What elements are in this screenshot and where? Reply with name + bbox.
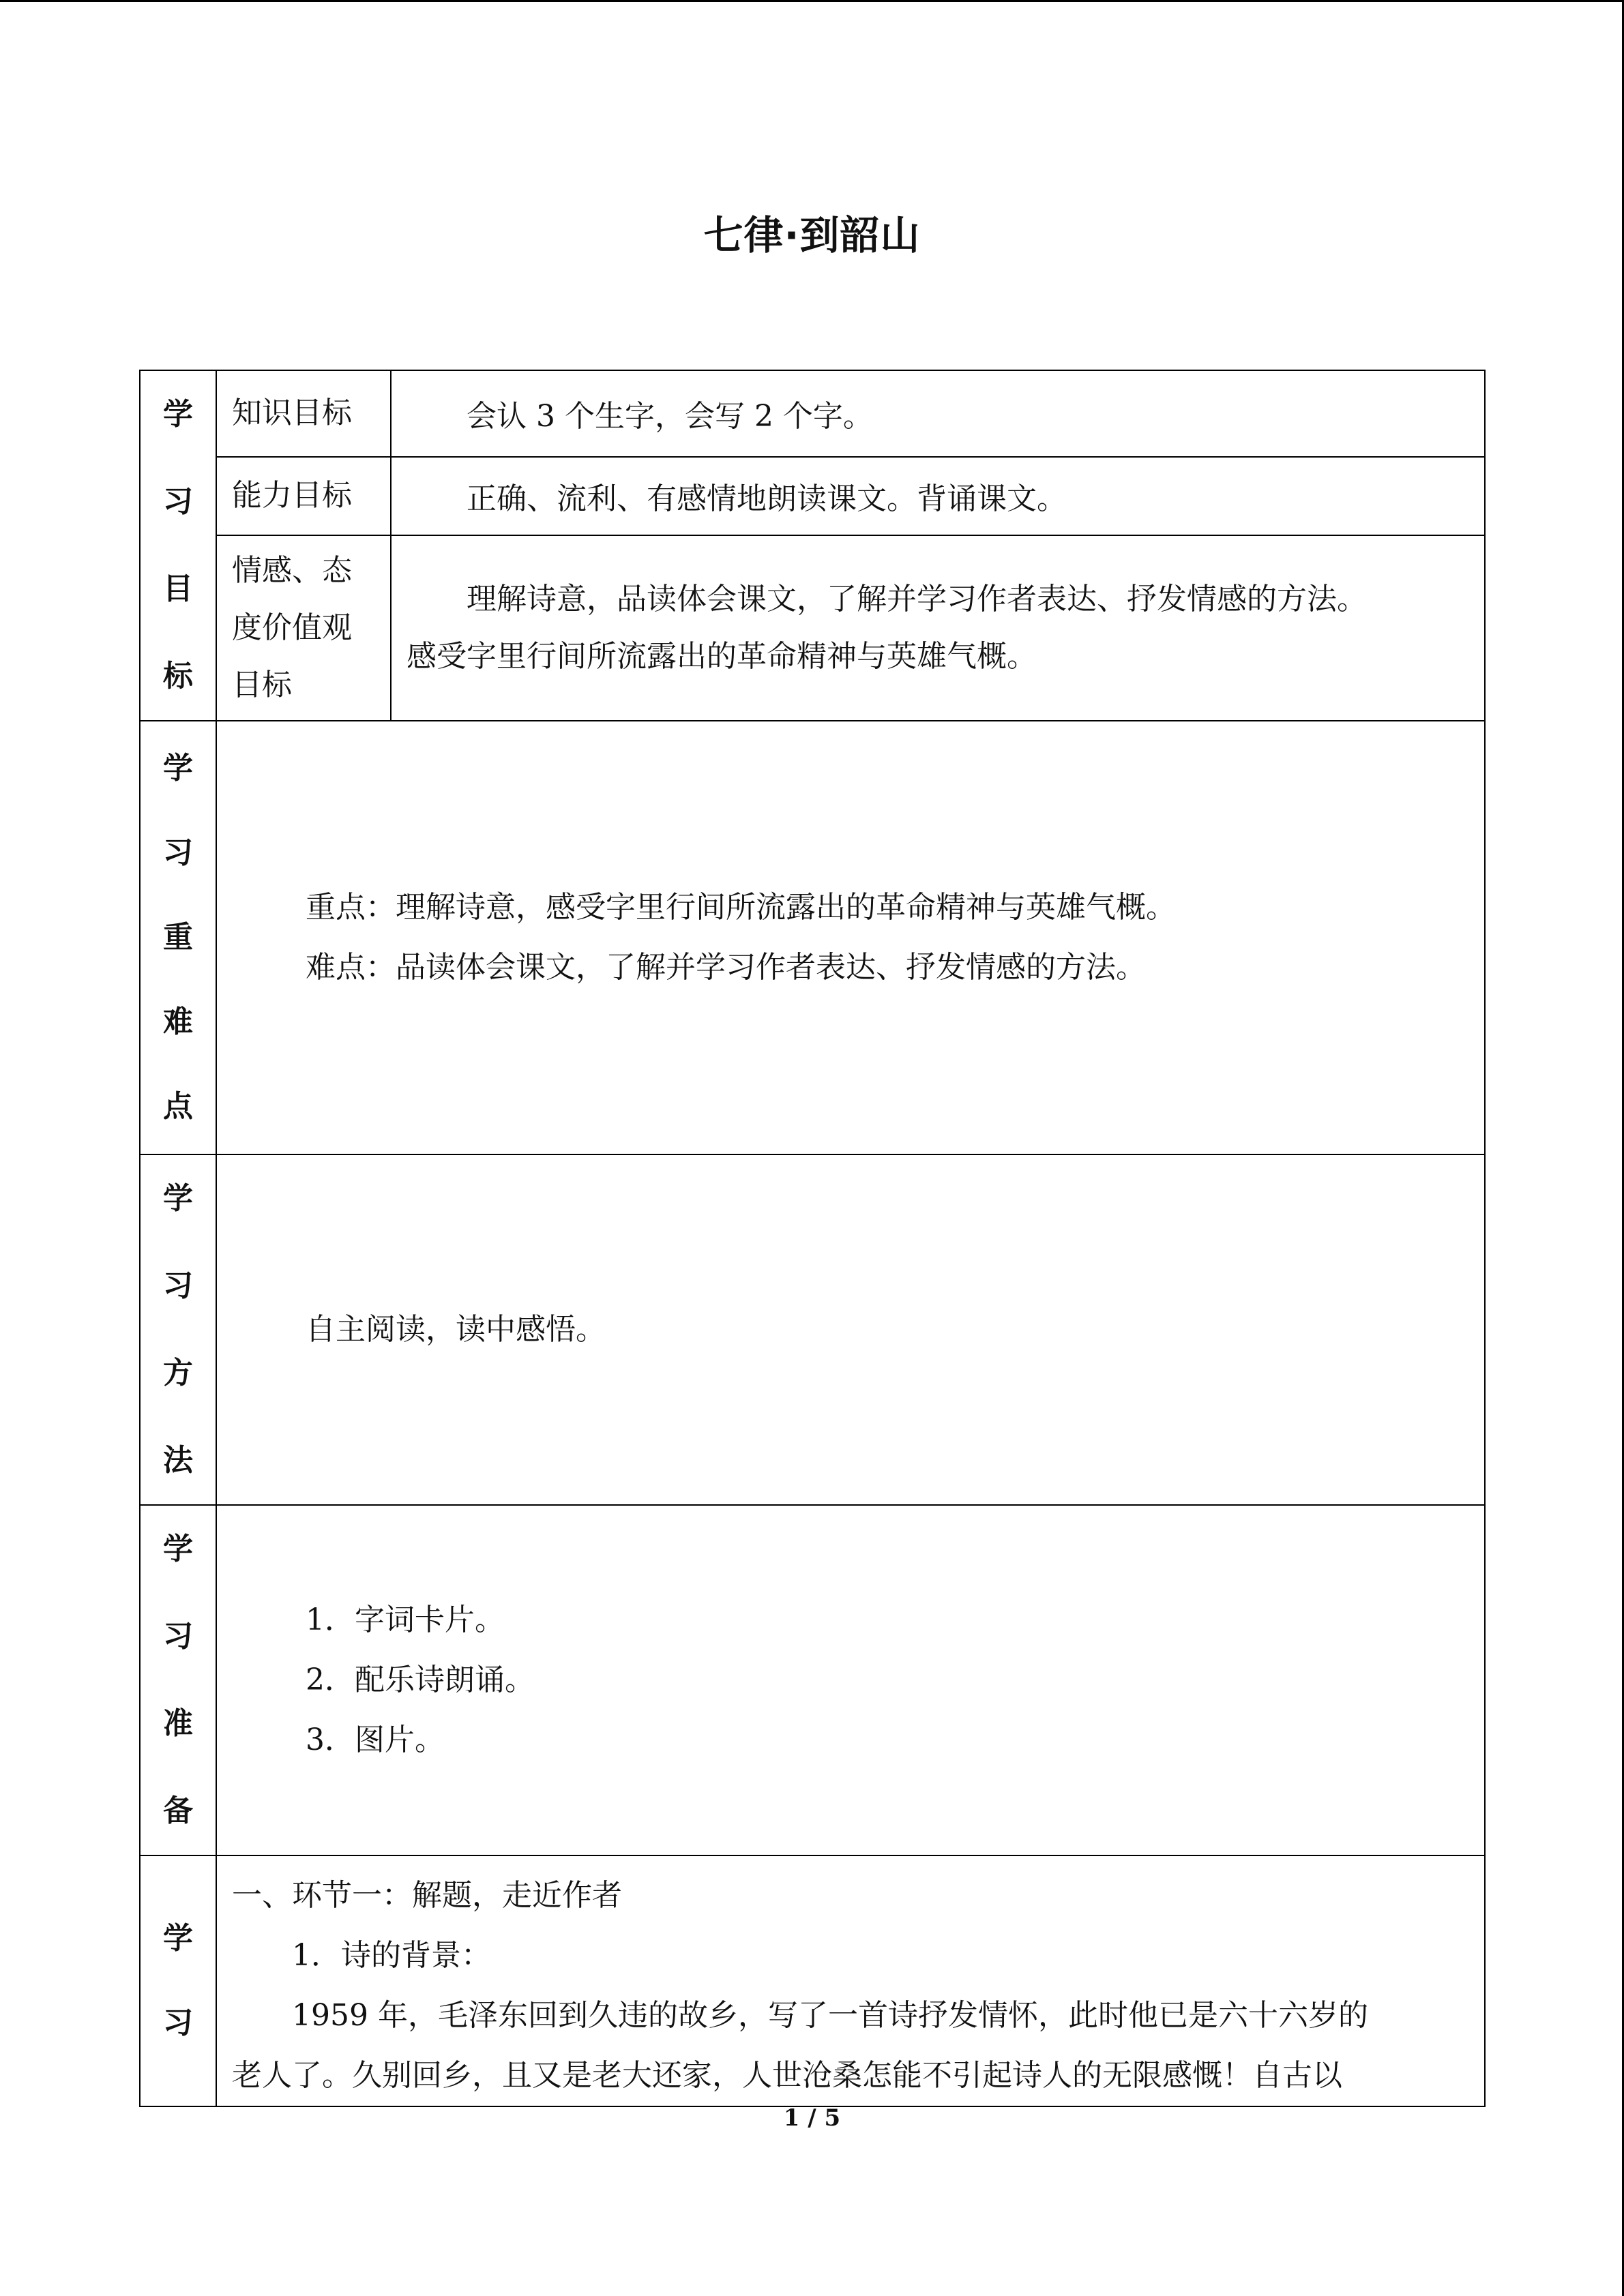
emotion-objective-label — [216, 535, 391, 721]
knowledge-objective-label: 知识目标 — [216, 370, 391, 457]
objectives-label — [140, 370, 216, 721]
methods-label-char: 习 — [163, 1268, 193, 1303]
page-top-border — [0, 0, 1624, 2]
methods-label — [140, 1154, 216, 1505]
lesson-plan-table — [139, 370, 1486, 2107]
preparation-label-char: 备 — [163, 1793, 193, 1828]
objective-row-emotion — [140, 535, 1485, 721]
key-points-label-char: 习 — [163, 835, 193, 870]
preparation-content — [216, 1505, 1485, 1855]
preparation-item: 3．图片。 — [306, 1723, 445, 1757]
process-row — [140, 1855, 1485, 2106]
preparation-row — [140, 1505, 1485, 1855]
objective-row-ability — [140, 457, 1485, 535]
key-points-row — [140, 721, 1485, 1154]
emotion-objective-line: 感受字里行间所流露出的革命精神与英雄气概。 — [407, 638, 1037, 674]
process-subheading: 1．诗的背景： — [292, 1938, 491, 1973]
process-step-heading: 一、环节一：解题，走近作者 — [232, 1878, 622, 1913]
preparation-label — [140, 1505, 216, 1855]
objectives-label-char: 习 — [163, 484, 193, 519]
process-paragraph-line: 1959 年，毛泽东回到久违的故乡，写了一首诗抒发情怀，此时他已是六十六岁的 — [292, 1998, 1368, 2033]
methods-label-char: 法 — [163, 1443, 193, 1478]
key-points-content — [216, 721, 1485, 1154]
preparation-label-char: 习 — [163, 1619, 193, 1654]
process-paragraph-line: 老人了。久别回乡，且又是老大还家，人世沧桑怎能不引起诗人的无限感慨！自古以 — [232, 2058, 1342, 2093]
emotion-objective-line: 理解诗意，品读体会课文，了解并学习作者表达、抒发情感的方法。 — [467, 581, 1367, 616]
methods-label-char: 学 — [163, 1181, 193, 1216]
process-label — [140, 1855, 216, 2106]
page-number: 1 / 5 — [783, 2104, 841, 2132]
page-title: 七律·到韶山 — [703, 212, 921, 258]
preparation-label-char: 学 — [163, 1532, 193, 1566]
difficult-point-line: 难点：品读体会课文，了解并学习作者表达、抒发情感的方法。 — [306, 950, 1146, 985]
ability-objective-text: 正确、流利、有感情地朗读课文。背诵课文。 — [391, 457, 1485, 535]
knowledge-objective-text: 会认 3 个生字，会写 2 个字。 — [391, 370, 1485, 457]
emotion-objective-label-line: 度价值观 — [232, 610, 352, 645]
objectives-label-char: 目 — [163, 571, 193, 606]
key-points-label-char: 难 — [163, 1004, 193, 1039]
key-points-label-char: 学 — [163, 751, 193, 786]
methods-label-char: 方 — [163, 1356, 193, 1390]
key-points-label-char: 重 — [163, 920, 193, 955]
emotion-objective-label-line: 目标 — [232, 667, 292, 702]
process-content — [216, 1855, 1485, 2106]
methods-row — [140, 1154, 1485, 1505]
objectives-label-char: 标 — [163, 659, 193, 694]
emotion-objective-label-line: 情感、态 — [232, 552, 352, 588]
preparation-item: 2．配乐诗朗诵。 — [306, 1663, 535, 1697]
process-label-char: 学 — [163, 1921, 193, 1956]
objective-row-knowledge — [140, 370, 1485, 457]
method-line: 自主阅读，读中感悟。 — [306, 1312, 606, 1347]
emotion-objective-text — [391, 535, 1485, 721]
methods-content — [216, 1154, 1485, 1505]
process-label-char: 习 — [163, 2006, 193, 2040]
key-points-label — [140, 721, 216, 1154]
key-point-line: 重点：理解诗意，感受字里行间所流露出的革命精神与英雄气概。 — [306, 890, 1176, 925]
key-points-label-char: 点 — [163, 1089, 193, 1124]
objectives-label-char: 学 — [163, 397, 193, 432]
preparation-item: 1．字词卡片。 — [306, 1602, 505, 1637]
ability-objective-label: 能力目标 — [216, 457, 391, 535]
preparation-label-char: 准 — [163, 1706, 193, 1741]
